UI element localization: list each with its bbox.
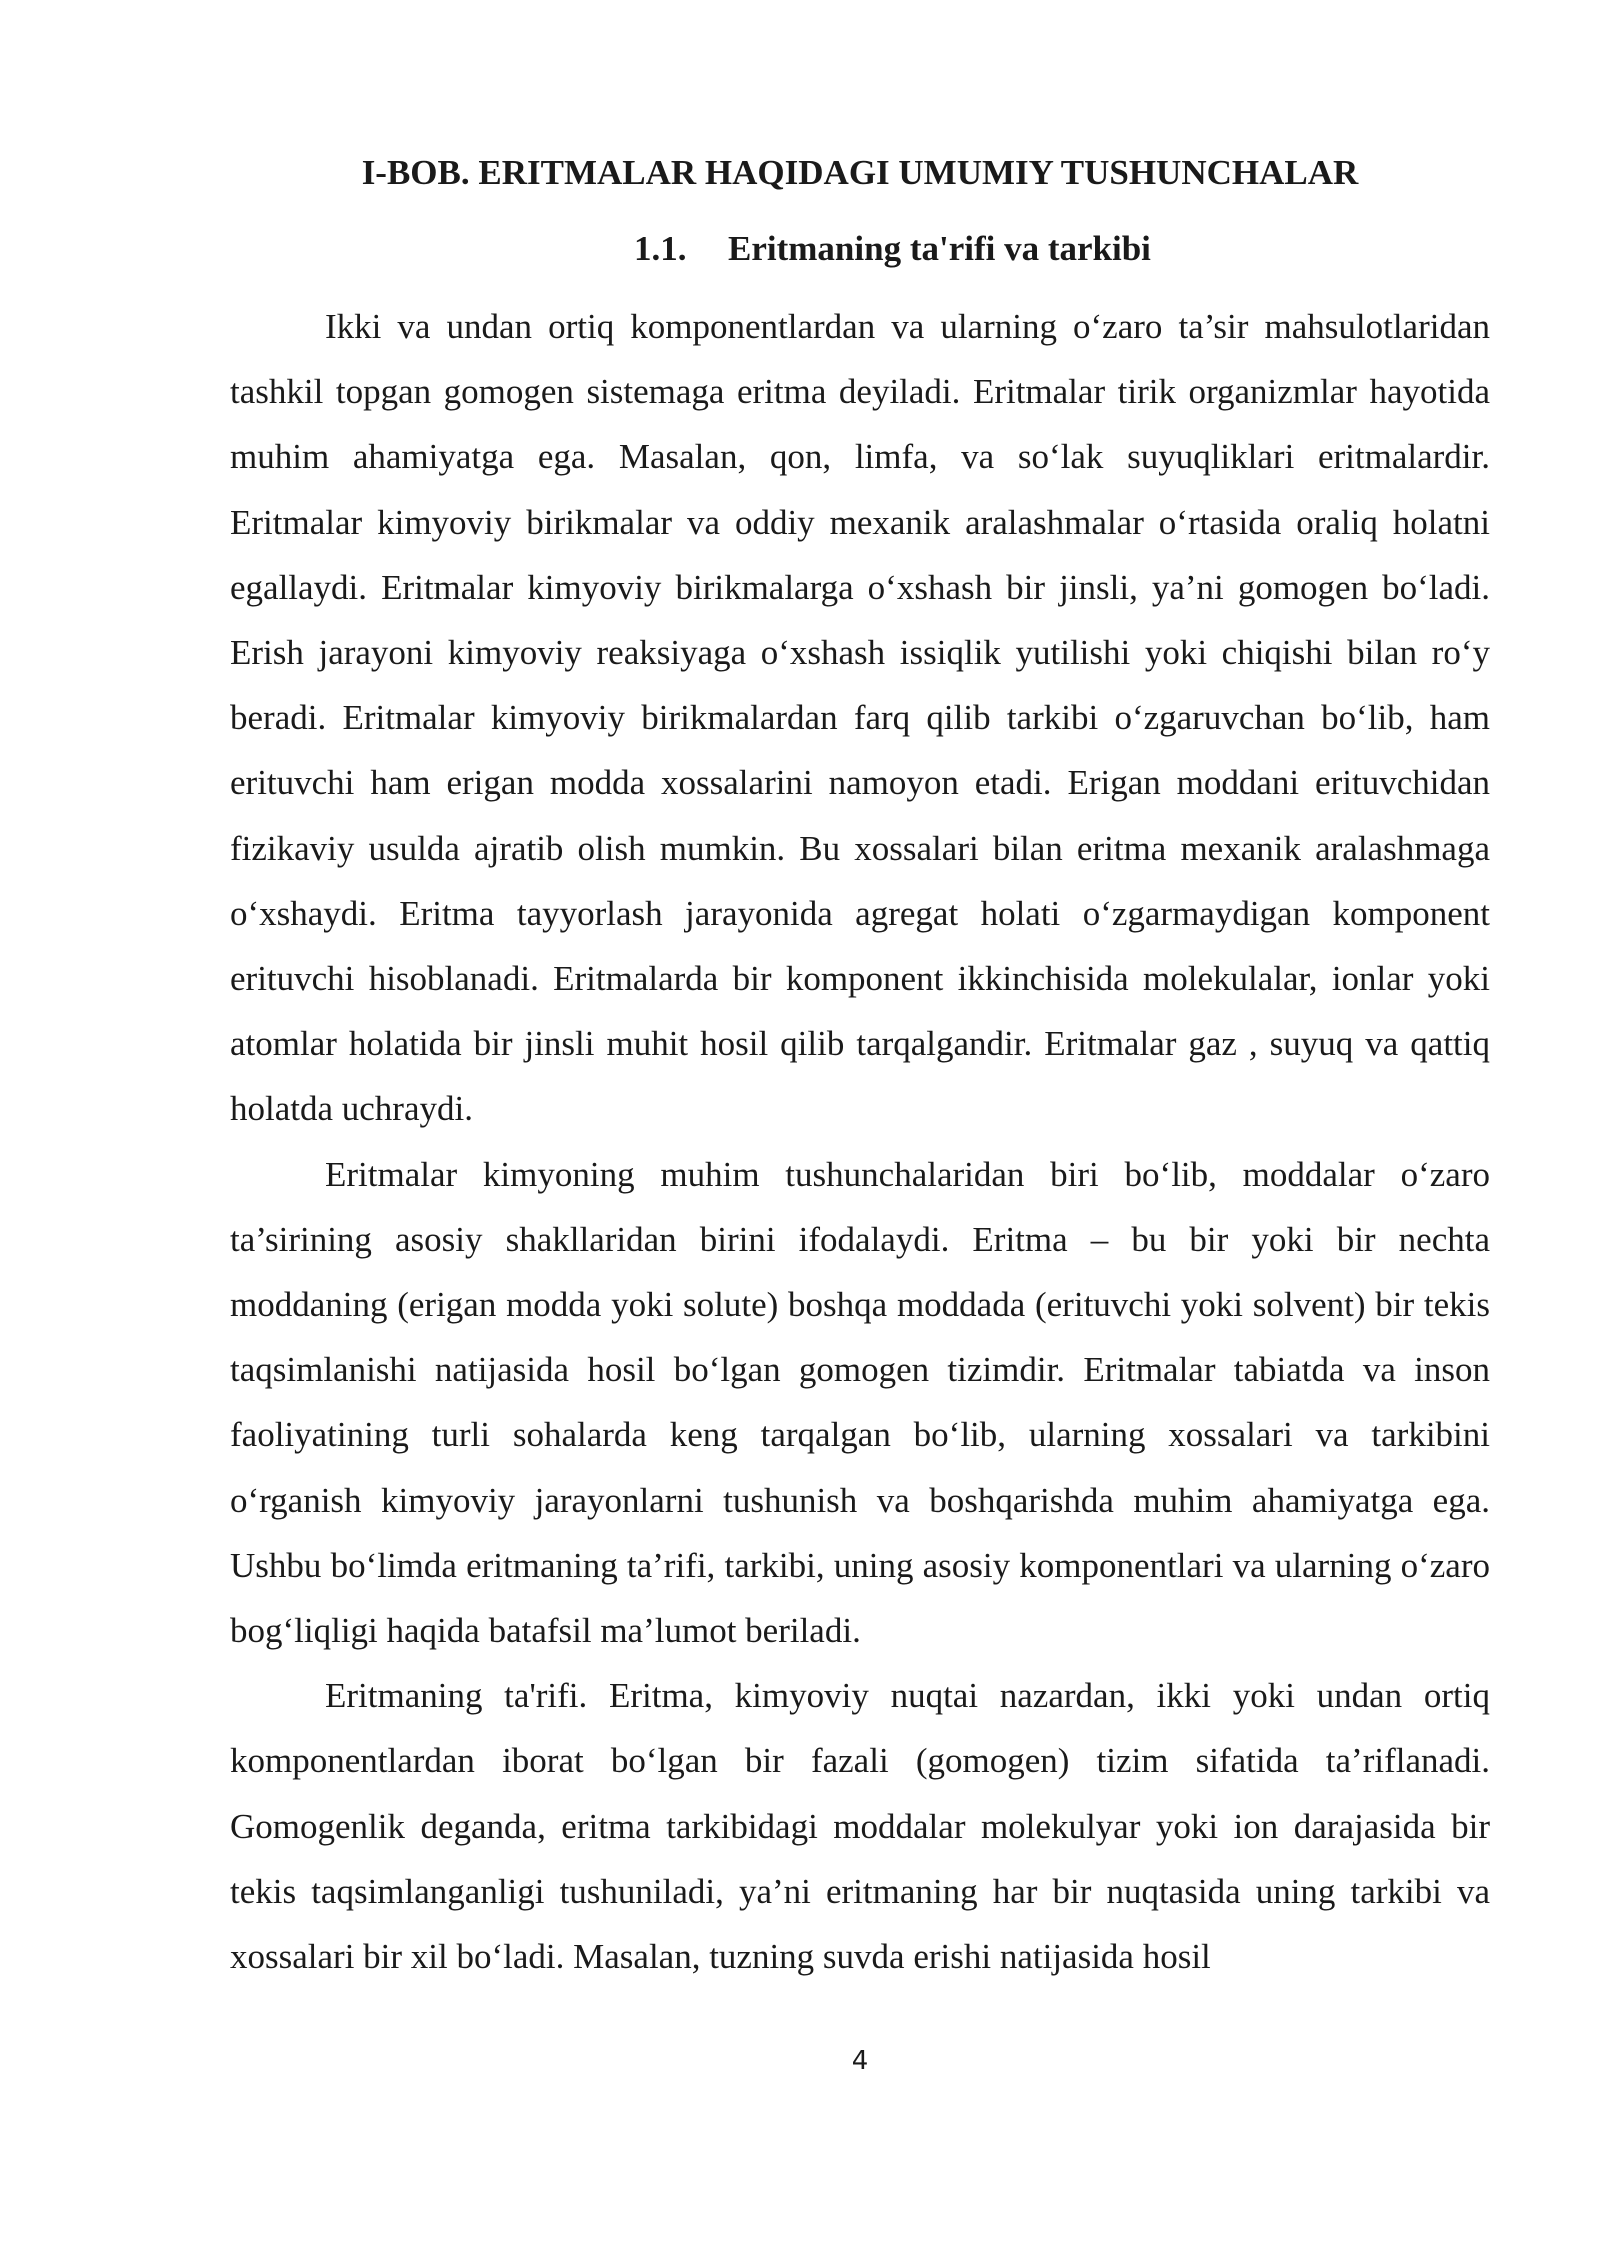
page-number: 4 xyxy=(851,2046,869,2076)
section-heading xyxy=(634,228,1151,270)
paragraph-3: Eritmaning ta'rifi. Eritma, kimyoviy nuqtai nazardan, ikki yoki undan ortiq komponentlardan iborat bo‘lgan bir fazali (gomogen) tizim sifatida ta’riflanadi. Gomogenlik deganda, eritma tarkibidagi moddalar molekulyar yoki ion darajasida bir tekis taqsimlanganligi tushuniladi, ya’ni eritmaning har bir nuqtasida uning tarkibi va xossalari bir xil bo‘ladi. Masalan, tuzning suvda erishi natijasida hosil xyxy=(230,1676,1490,1977)
paragraph-1: Ikki va undan ortiq komponentlardan va ularning o‘zaro ta’sir mahsulotlaridan tashkil topgan gomogen sistemaga eritma deyiladi. Eritmalar tirik organizmlar hayotida muhim ahamiyatga ega. Masalan, qon, limfa, va so‘lak suyuqliklari eritmalardir. Eritmalar kimyoviy birikmalar va oddiy mexanik aralashmalar o‘rtasida oraliq holatni egallaydi. Eritmalar kimyoviy birikmalarga o‘xshash bir jinsli, ya’ni gomogen bo‘ladi. Erish jarayoni kimyoviy reaksiyaga o‘xshash issiqlik yutilishi yoki chiqishi bilan ro‘y beradi. Eritmalar kimyoviy birikmalardan farq qilib tarkibi o‘zgaruvchan bo‘lib, ham erituvchi ham erigan modda xossalarini namoyon etadi. Erigan moddani erituvchidan fizikaviy usulda ajratib olish mumkin. Bu xossalari bilan eritma mexanik aralashmaga o‘xshaydi. Eritma tayyorlash jarayonida agregat holati o‘zgarmaydigan komponent erituvchi hisoblanadi. Eritmalarda bir komponent ikkinchisida molekulalar, ionlar yoki atomlar holatida bir jinsli muhit hosil qilib tarqalgandir. Eritmalar gaz , suyuq va qattiq holatda uchraydi. xyxy=(230,307,1490,1129)
paragraph-2: Eritmalar kimyoning muhim tushunchalaridan biri bo‘lib, moddalar o‘zaro ta’sirining asosiy shakllaridan birini ifodalaydi. Eritma – bu bir yoki bir nechta moddaning (erigan modda yoki solute) boshqa moddada (erituvchi yoki solvent) bir tekis taqsimlanishi natijasida hosil bo‘lgan gomogen tizimdir. Eritmalar tabiatda va inson faoliyatining turli sohalarda keng tarqalgan bo‘lib, ularning xossalari va tarkibini o‘rganish kimyoviy jarayonlarni tushunish va boshqarishda muhim ahamiyatga ega. Ushbu bo‘limda eritmaning ta’rifi, tarkibi, uning asosiy komponentlari va ularning o‘zaro bog‘liqligi haqida batafsil ma’lumot beriladi. xyxy=(230,1154,1490,1651)
body-text xyxy=(230,294,1490,1989)
section-number: 1.1. xyxy=(634,229,687,268)
section-title: Eritmaning ta'rifi va tarkibi xyxy=(728,229,1151,268)
chapter-title: I-BOB. ERITMALAR HAQIDAGI UMUMIY TUSHUNCHALAR xyxy=(361,153,1359,192)
